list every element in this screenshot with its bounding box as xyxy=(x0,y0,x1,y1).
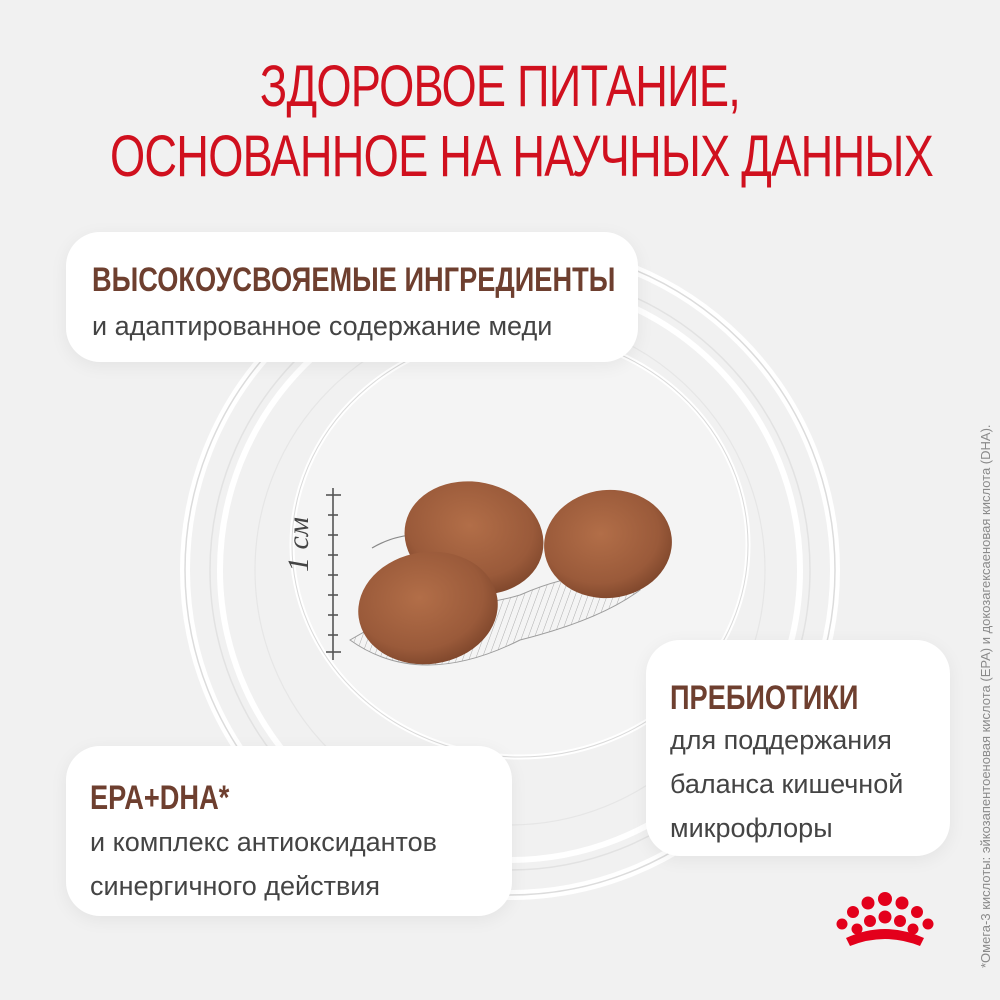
page-title xyxy=(110,52,934,192)
card-text xyxy=(670,718,903,850)
royal-canin-crown-logo-icon xyxy=(832,890,938,952)
title-line-2: ОСНОВАННОЕ НА НАУЧНЫХ ДАННЫХ xyxy=(110,124,934,189)
card-heading: ПРЕБИОТИКИ xyxy=(670,679,859,717)
card-text xyxy=(92,304,552,348)
card-text xyxy=(90,820,437,908)
card-heading: EPA+DHA* xyxy=(90,779,230,817)
feature-card-prebiotics xyxy=(646,640,950,856)
card-text-line: баланса кишечной xyxy=(670,769,904,799)
card-heading: ВЫСОКОУСВОЯЕМЫЕ ИНГРЕДИЕНТЫ xyxy=(92,261,616,299)
footnote: *Омега-3 кислоты: эйкозапентоеновая кислота (EPA) и докозагексаеновая кислота (DHA). xyxy=(978,424,993,968)
feature-card-epa-dha xyxy=(66,746,512,916)
card-text-line: для поддержания xyxy=(670,725,892,755)
card-text-line: и комплекс антиоксидантов xyxy=(90,827,437,857)
card-text-line: микрофлоры xyxy=(670,813,833,843)
title-line-1: ЗДОРОВОЕ ПИТАНИЕ, xyxy=(259,54,741,119)
card-text-line: и адаптированное содержание меди xyxy=(92,311,553,341)
card-text-line: синергичного действия xyxy=(90,871,380,901)
feature-card-ingredients xyxy=(66,232,638,362)
scale-label: 1 см xyxy=(282,517,315,572)
